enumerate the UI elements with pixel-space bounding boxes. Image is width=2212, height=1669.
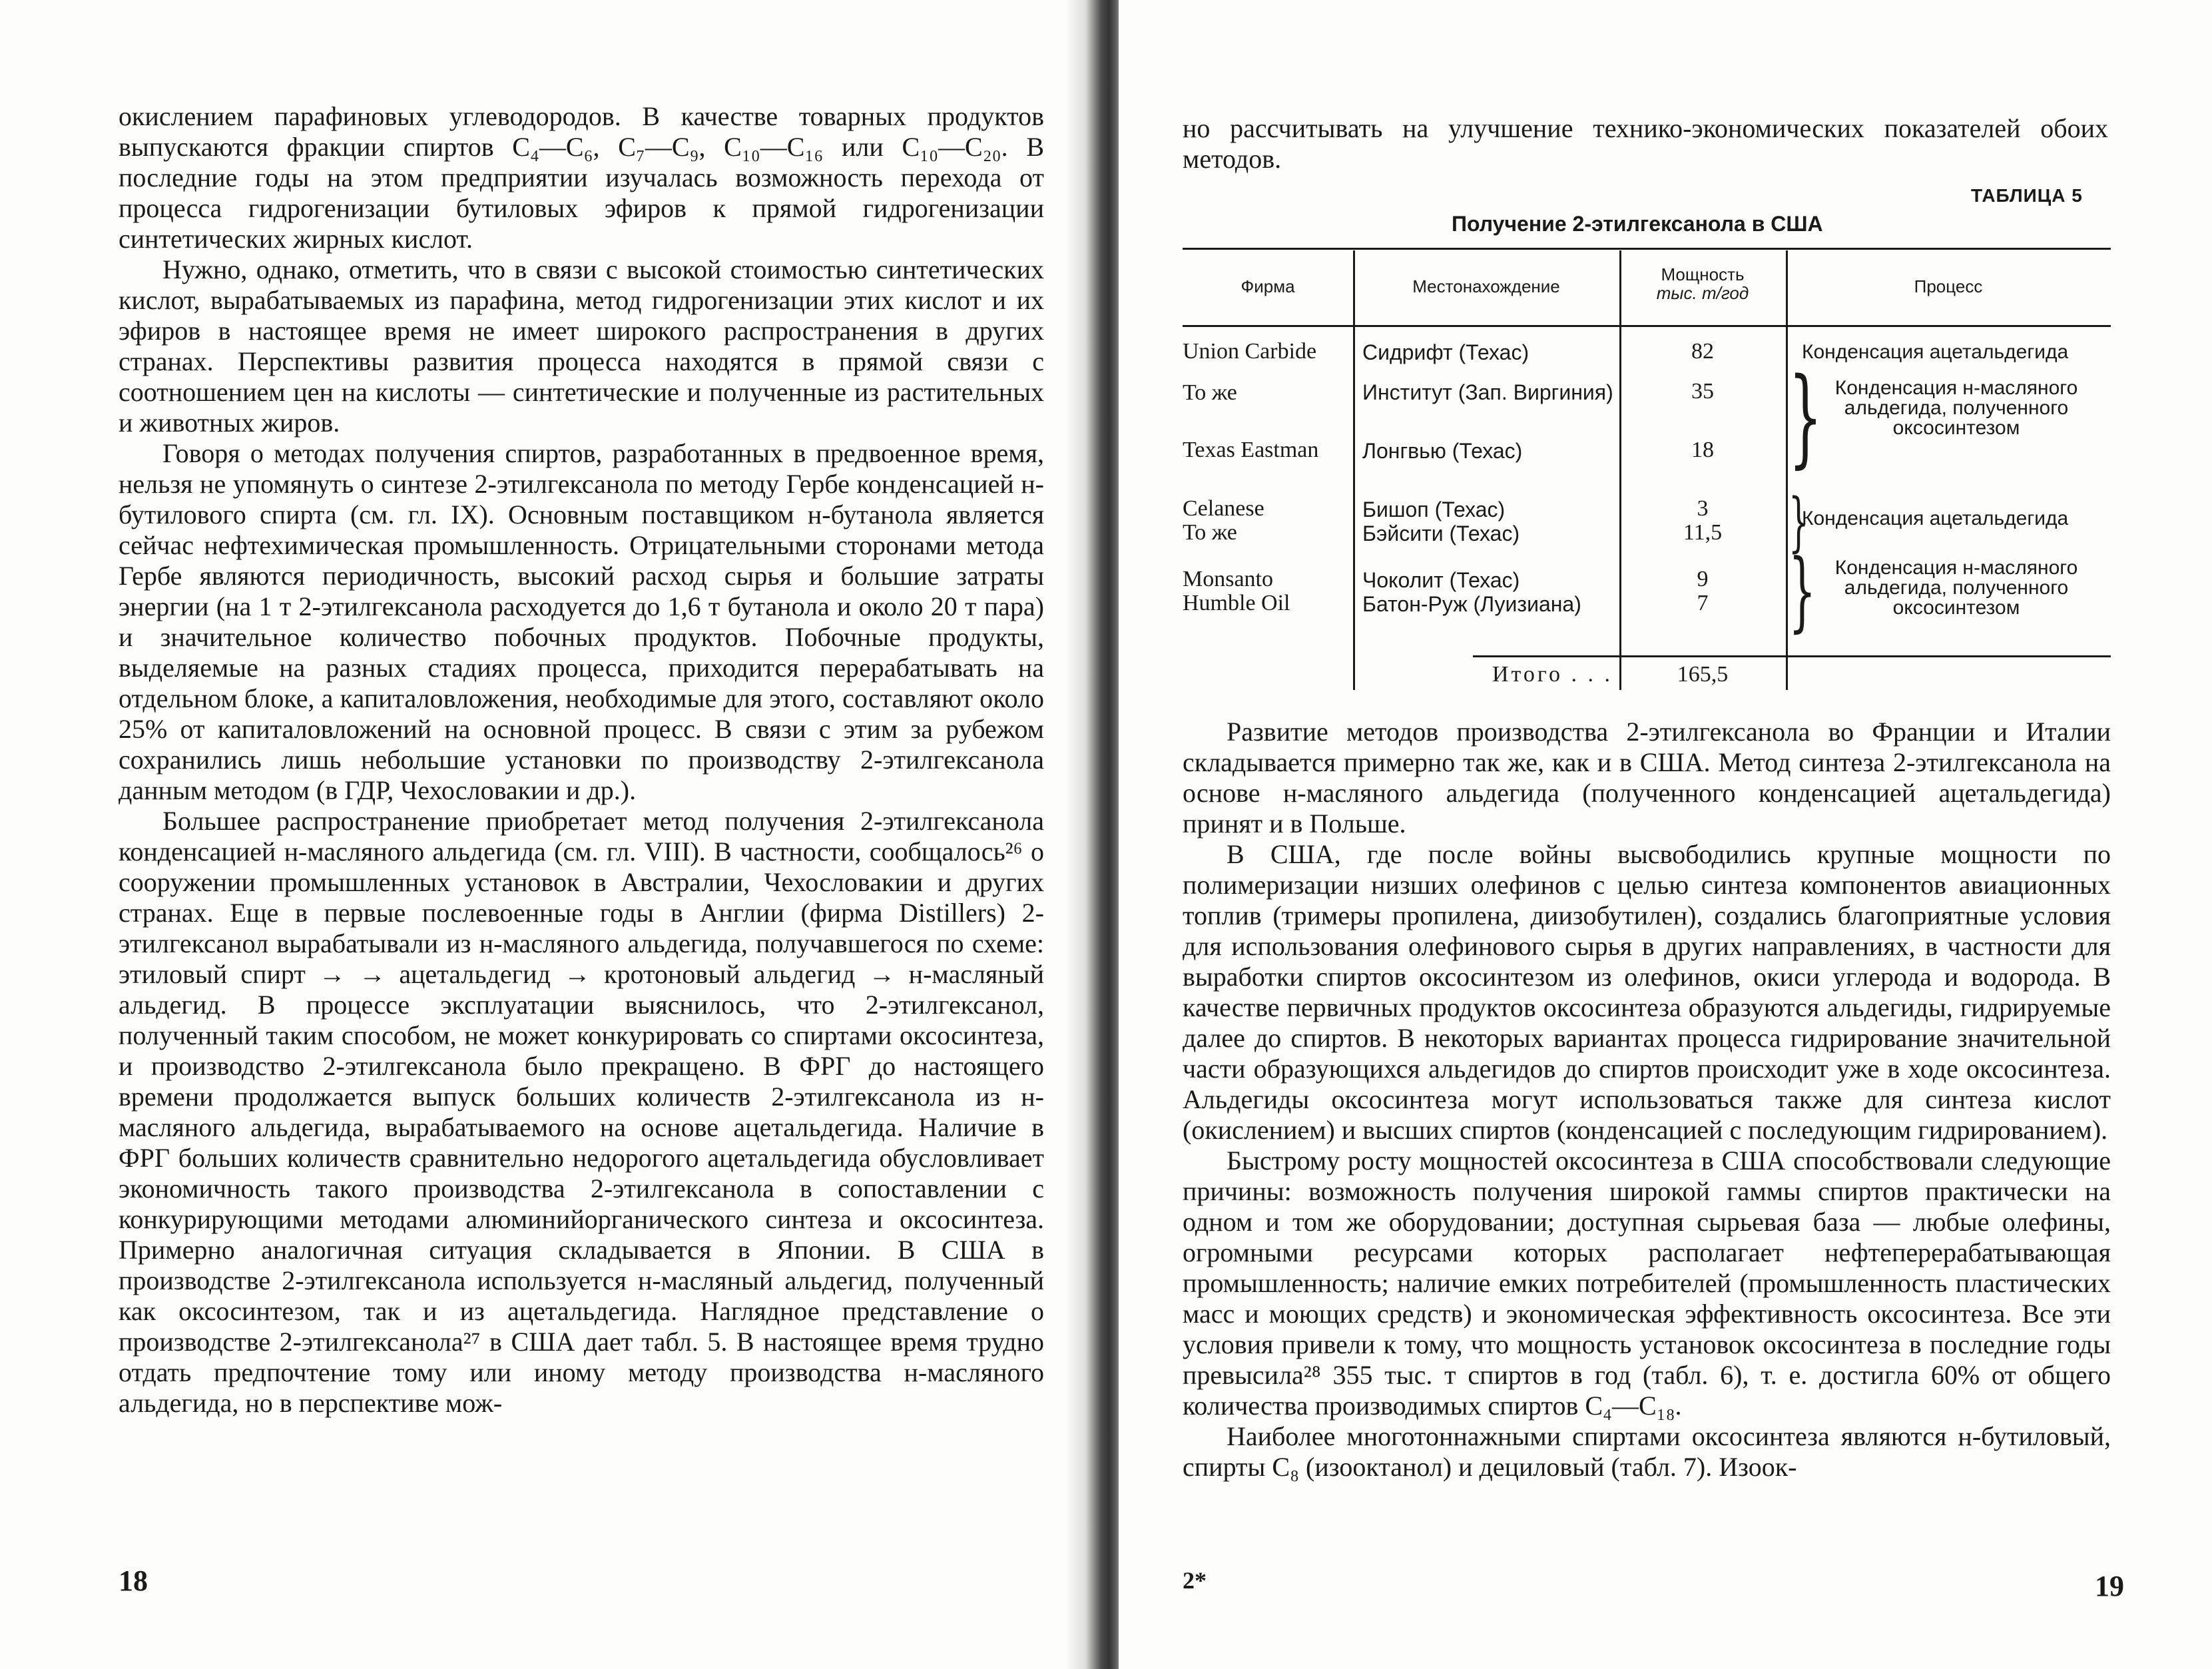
column-divider (1353, 250, 1355, 690)
left-page (0, 0, 1092, 1669)
header-process: Процесс (1914, 276, 1983, 296)
cell-capacity: 82 (1691, 339, 1714, 364)
page-number-right: 19 (2095, 1570, 2124, 1602)
brace: } (1789, 354, 1822, 479)
cell-firm: Texas Eastman (1183, 438, 1319, 462)
header-capacity (1619, 265, 1786, 302)
cell-capacity: 11,5 (1683, 520, 1723, 545)
cell-capacity: 7 (1697, 591, 1709, 615)
cell-firm: Celanese (1183, 496, 1264, 521)
paragraph: окислением парафиновых углеводородов. В качестве товарных продуктов выпускаются фракции спиртов C₄—C₆, C₇—C₉, C₁₀—C₁₆ или C₁₀—C₂₀. В последние годы на этом предприятии изучалась возможность перехода от процесса гидрогенизации бутиловых эфиров к прямой гидрогенизации синтетических жирных кислот. (119, 101, 1044, 254)
cell-process: Конденсация н-масляного альдегида, полученного оксосинтезом (1834, 557, 2078, 619)
cell-process: Конденсация ацетальдегида (1802, 341, 2069, 363)
cell-location: Сидрифт (Техас) (1362, 340, 1529, 364)
header-capacity-line1: Мощность (1661, 264, 1745, 284)
right-page-top-text (1183, 113, 2108, 174)
page-number-left: 18 (119, 1564, 148, 1597)
cell-firm: Monsanto (1183, 567, 1273, 591)
cell-location: Лонгвью (Техас) (1362, 439, 1523, 463)
table-title: Получение 2-этилгексанола в США (1452, 212, 1823, 236)
header-firm: Фирма (1241, 276, 1295, 296)
brace: } (1789, 485, 1809, 559)
brace: } (1789, 540, 1816, 641)
cell-firm: То же (1183, 520, 1237, 545)
table-label: ТАБЛИЦА 5 (1971, 185, 2083, 206)
cell-location: Батон-Руж (Луизиана) (1362, 592, 1581, 616)
paragraph: но рассчитывать на улучшение технико-экономических показателей обоих методов. (1183, 113, 2108, 174)
cell-firm: Union Carbide (1183, 339, 1317, 364)
paragraph: Быстрому росту мощностей оксосинтеза в США способствовали следующие причины: возможность получения широкой гаммы спиртов практически на одном и том же оборудовании; доступная сырьевая база — любые олефины, огромными ресурсами которых располагает нефтеперерабатывающая промышленность; наличие емких потребителей (промышленность пластических масс и моющих средств) и экономическая эффективность оксосинтеза. Все эти условия привели к тому, что мощность установок оксосинтеза в последние годы превысила²⁸ 355 тыс. т спиртов в год (табл. 6), т. е. достигла 60% от общего количества производимых спиртов C₄—C₁₈. (1183, 1146, 2111, 1421)
header-capacity-line2: тыс. т/год (1656, 283, 1749, 303)
cell-capacity: 9 (1697, 567, 1709, 591)
table-total-rule (1473, 655, 2111, 657)
table-header-rule (1183, 325, 2111, 327)
cell-location: Бэйсити (Техас) (1362, 521, 1520, 545)
table-top-rule (1183, 248, 2111, 250)
signature-mark: 2* (1183, 1567, 1207, 1594)
paragraph: Развитие методов производства 2-этилгексанола во Франции и Италии складывается примерно так же, как и в США. Метод синтеза 2-этилгексанола на основе н-масляного альдегида (полученного конденсацией ацетальдегида) принят и в Польше. (1183, 717, 2111, 838)
header-location: Местонахождение (1412, 276, 1560, 296)
cell-location: Чоколит (Техас) (1362, 568, 1520, 592)
cell-location: Институт (Зап. Виргиния) (1362, 380, 1613, 404)
total-value: 165,5 (1677, 662, 1729, 687)
paragraph: Говоря о методах получения спиртов, разработанных в предвоенное время, нельзя не упомянуть о синтезе 2-этилгексанола по методу Гербе конденсацией н-бутилового спирта (см. гл. IX). Основным поставщиком н-бутанола является сейчас нефтехимическая промышленность. Отрицательными сторонами метода Гербе являются периодичность, высокий расход сырья и большие затраты энергии (на 1 т 2-этилгексанола расходуется до 1,6 т бутанола и около 20 т пара) и значительное количество побочных продуктов. Побочные продукты, выделяемые на разных стадиях процесса, приходится перерабатывать на отдельном блоке, а капиталовложения, необходимые для этого, составляют около 25% от капиталовложений на основной процесс. В связи с этим за рубежом сохранились лишь небольшие установки по производству 2-этилгексанола данным методом (в ГДР, Чехословакии и др.). (119, 438, 1044, 805)
column-divider (1786, 250, 1788, 690)
cell-process: Конденсация н-масляного альдегида, полученного оксосинтезом (1834, 377, 2078, 439)
cell-capacity: 3 (1697, 496, 1709, 521)
cell-firm: Humble Oil (1183, 591, 1290, 615)
cell-capacity: 18 (1691, 438, 1714, 462)
cell-process: Конденсация ацетальдегида (1802, 507, 2069, 529)
right-page-text (1183, 717, 2111, 1483)
paragraph: Большее распространение приобретает метод получения 2-этилгексанола конденсацией н-масляного альдегида (см. гл. VIII). В частности, сообщалось²⁶ о сооружении промышленных установок в Австралии, Чехословакии и других странах. Еще в первые послевоенные годы в Англии (фирма Distillers) 2-этилгексанол вырабатывали из н-масляного альдегида, получавшегося по схеме: этиловый спирт → → ацетальдегид → кротоновый альдегид → н-масляный альдегид. В процессе эксплуатации выяснилось, что 2-этилгексанол, полученный таким способом, не может конкурировать со спиртами оксосинтеза, и производство 2-этилгексанола было прекращено. В ФРГ до настоящего времени продолжается выпуск больших количеств 2-этилгексанола из н-масляного альдегида, вырабатываемого на основе ацетальдегида. Наличие в ФРГ больших количеств сравнительно недорогого ацетальдегида обусловливает экономичность такого производства 2-этилгексанола в сопоставлении с конкурирующими методами алюминийорганического синтеза и оксосинтеза. Примерно аналогичная ситуация складывается в Японии. В США в производстве 2-этилгексанола используется н-масляный альдегид, полученный как оксосинтезом, так и из ацетальдегида. Наглядное представление о производстве 2-этилгексанола²⁷ в США дает табл. 5. В настоящее время трудно отдать предпочтение тому или иному методу производства н-масляного альдегида, но в перспективе мож- (119, 806, 1044, 1418)
paragraph: Наиболее многотоннажными спиртами оксосинтеза являются н-бутиловый, спирты C₈ (изооктанол) и дециловый (табл. 7). Изоок- (1183, 1421, 2111, 1482)
column-divider (1619, 250, 1621, 690)
paragraph: В США, где после войны высвободились крупные мощности по полимеризации низших олефинов с целью синтеза компонентов авиационных топлив (тримеры пропилена, диизобутилен), создались благоприятные условия для использования олефинового сырья в других направлениях, в частности для выработки спиртов оксосинтезом из олефинов, окиси углерода и водорода. В качестве первичных продуктов оксосинтеза образуются альдегиды, гидрируемые далее до спиртов. В некоторых вариантах процесса гидрирование значительной части образующихся альдегидов до спиртов происходит уже в ходе оксосинтеза. Альдегиды оксосинтеза могут использоваться также для синтеза кислот (окислением) и высших спиртов (конденсацией с последующим гидрированием). (1183, 839, 2111, 1145)
cell-capacity: 35 (1691, 379, 1714, 404)
total-label: Итого . . . (1492, 662, 1613, 687)
table-5 (1183, 248, 2111, 693)
paragraph: Нужно, однако, отметить, что в связи с высокой стоимостью синтетических кислот, вырабатываемых из парафина, метод гидрогенизации этих кислот и их эфиров в настоящее время не имеет широкого распространения в других странах. Перспективы развития процесса находятся в прямой связи с соотношением цен на кислоты — синтетические и полученные из растительных и животных жиров. (119, 254, 1044, 438)
cell-location: Бишоп (Техас) (1362, 498, 1506, 521)
cell-firm: То же (1183, 380, 1237, 405)
left-page-text (119, 101, 1044, 1419)
